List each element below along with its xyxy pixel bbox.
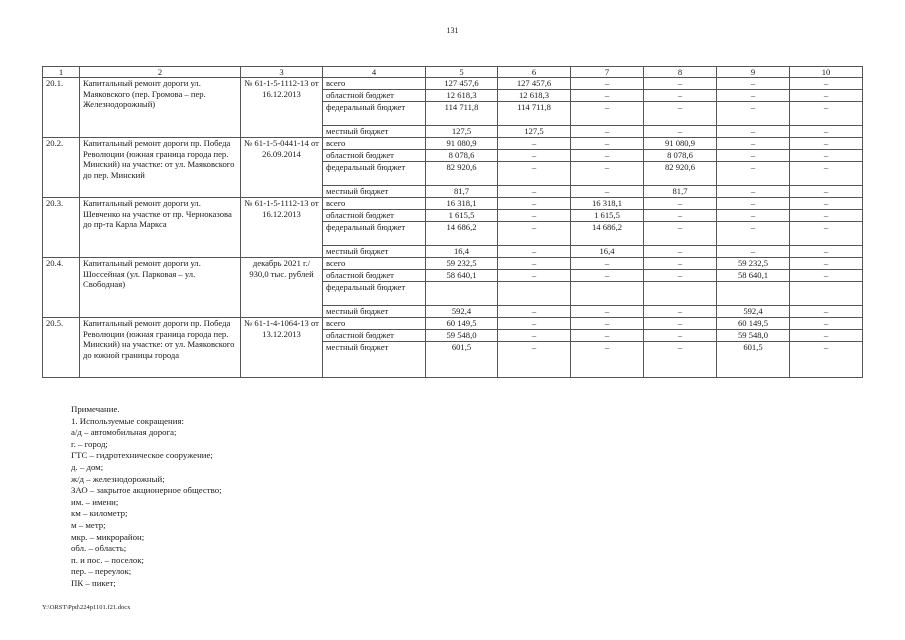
amount-cell: – bbox=[644, 126, 717, 138]
column-number: 2 bbox=[80, 67, 241, 78]
object-name: Капитальный ремонт дороги ул. Маяковского (пер. Громова – пер. Железнодорожный) bbox=[80, 78, 241, 138]
funding-source: местный бюджет bbox=[323, 306, 426, 318]
amount-cell: – bbox=[790, 150, 863, 162]
amount-cell: – bbox=[498, 198, 571, 210]
amount-cell: – bbox=[498, 342, 571, 378]
amount-cell: – bbox=[790, 210, 863, 222]
amount-cell: 16 318,1 bbox=[426, 198, 498, 210]
funding-source: всего bbox=[323, 258, 426, 270]
amount-cell: – bbox=[644, 330, 717, 342]
funding-source: областной бюджет bbox=[323, 150, 426, 162]
amount-cell: 60 149,5 bbox=[717, 318, 790, 330]
note-line: д. – дом; bbox=[71, 461, 104, 472]
amount-cell: – bbox=[571, 90, 644, 102]
document-reference: декабрь 2021 г./ 930,0 тыс. рублей bbox=[241, 258, 323, 318]
funding-source: федеральный бюджет bbox=[323, 162, 426, 186]
amount-cell: 14 686,2 bbox=[571, 222, 644, 246]
funding-source: всего bbox=[323, 138, 426, 150]
column-numbers-row bbox=[43, 67, 863, 78]
amount-cell: – bbox=[571, 78, 644, 90]
note-line: км – километр; bbox=[71, 508, 128, 519]
object-name: Капитальный ремонт дороги ул. Шоссейная (ул. Парковая – ул. Свободная) bbox=[80, 258, 241, 318]
amount-cell: 114 711,8 bbox=[426, 102, 498, 126]
funding-source: федеральный бюджет bbox=[323, 102, 426, 126]
amount-cell: 114 711,8 bbox=[498, 102, 571, 126]
note-line: Примечание. bbox=[71, 404, 120, 414]
funding-source: областной бюджет bbox=[323, 330, 426, 342]
amount-cell: – bbox=[571, 330, 644, 342]
table-row bbox=[43, 198, 863, 210]
amount-cell: – bbox=[790, 330, 863, 342]
funding-source: местный бюджет bbox=[323, 246, 426, 258]
column-number: 1 bbox=[43, 67, 80, 78]
funding-source: всего bbox=[323, 78, 426, 90]
page-number: 131 bbox=[446, 26, 459, 35]
column-number: 10 bbox=[790, 67, 863, 78]
table-body bbox=[43, 67, 863, 378]
column-number: 6 bbox=[498, 67, 571, 78]
column-number: 8 bbox=[644, 67, 717, 78]
amount-cell: – bbox=[790, 342, 863, 378]
note-line: а/д – автомобильная дорога; bbox=[71, 427, 177, 438]
amount-cell: – bbox=[717, 222, 790, 246]
amount-cell: – bbox=[571, 342, 644, 378]
amount-cell: – bbox=[644, 102, 717, 126]
funding-source: федеральный бюджет bbox=[323, 222, 426, 246]
amount-cell: – bbox=[790, 246, 863, 258]
amount-cell: – bbox=[644, 78, 717, 90]
amount-cell bbox=[571, 282, 644, 306]
note-line: обл. – область; bbox=[71, 543, 127, 554]
amount-cell: 82 920,6 bbox=[644, 162, 717, 186]
amount-cell: – bbox=[717, 126, 790, 138]
amount-cell: – bbox=[644, 258, 717, 270]
amount-cell: – bbox=[571, 138, 644, 150]
amount-cell: 60 149,5 bbox=[426, 318, 498, 330]
funding-source: федеральный бюджет bbox=[323, 282, 426, 306]
funding-source: областной бюджет bbox=[323, 270, 426, 282]
amount-cell: – bbox=[790, 126, 863, 138]
amount-cell: 127 457,6 bbox=[426, 78, 498, 90]
item-number: 20.1. bbox=[43, 78, 80, 138]
item-number: 20.4. bbox=[43, 258, 80, 318]
amount-cell bbox=[717, 282, 790, 306]
amount-cell: 16,4 bbox=[426, 246, 498, 258]
amount-cell: 14 686,2 bbox=[426, 222, 498, 246]
amount-cell: – bbox=[790, 90, 863, 102]
note-line: м – метр; bbox=[71, 519, 106, 530]
note-line: г. – город; bbox=[71, 438, 108, 449]
amount-cell: 8 078,6 bbox=[426, 150, 498, 162]
amount-cell: 81,7 bbox=[644, 186, 717, 198]
amount-cell: 1 615,5 bbox=[571, 210, 644, 222]
file-path-footer: Y:\ORST\Ppd\224p1101.f21.docx bbox=[42, 604, 131, 611]
amount-cell: – bbox=[790, 318, 863, 330]
amount-cell: – bbox=[717, 186, 790, 198]
amount-cell: – bbox=[498, 138, 571, 150]
amount-cell: 59 232,5 bbox=[426, 258, 498, 270]
amount-cell: 59 232,5 bbox=[717, 258, 790, 270]
column-number: 5 bbox=[426, 67, 498, 78]
amount-cell: – bbox=[717, 210, 790, 222]
note-line: пер. – переулок; bbox=[71, 566, 132, 577]
amount-cell: – bbox=[717, 138, 790, 150]
column-number: 7 bbox=[571, 67, 644, 78]
amount-cell: – bbox=[498, 258, 571, 270]
amount-cell: – bbox=[644, 318, 717, 330]
amount-cell bbox=[790, 282, 863, 306]
amount-cell: – bbox=[571, 126, 644, 138]
funding-source: всего bbox=[323, 318, 426, 330]
amount-cell: – bbox=[644, 270, 717, 282]
item-number: 20.2. bbox=[43, 138, 80, 198]
program-table bbox=[42, 66, 863, 378]
funding-source: областной бюджет bbox=[323, 90, 426, 102]
note-line: п. и пос. – поселок; bbox=[71, 554, 144, 565]
amount-cell: – bbox=[498, 186, 571, 198]
amount-cell: – bbox=[717, 198, 790, 210]
amount-cell: 59 548,0 bbox=[426, 330, 498, 342]
amount-cell bbox=[644, 282, 717, 306]
amount-cell: – bbox=[644, 210, 717, 222]
column-number: 9 bbox=[717, 67, 790, 78]
object-name: Капитальный ремонт дороги ул. Шевченко на участке от пр. Черноказова до пр-та Карла Маркса bbox=[80, 198, 241, 258]
amount-cell: – bbox=[644, 306, 717, 318]
amount-cell: – bbox=[498, 270, 571, 282]
column-number: 3 bbox=[241, 67, 323, 78]
funding-source: местный бюджет bbox=[323, 126, 426, 138]
amount-cell: 12 618,3 bbox=[498, 90, 571, 102]
document-reference: № 61-1-4-1064-13 от 13.12.2013 bbox=[241, 318, 323, 378]
amount-cell bbox=[498, 282, 571, 306]
amount-cell: – bbox=[498, 150, 571, 162]
amount-cell: – bbox=[717, 90, 790, 102]
item-number: 20.5. bbox=[43, 318, 80, 378]
amount-cell: 81,7 bbox=[426, 186, 498, 198]
column-number: 4 bbox=[323, 67, 426, 78]
funding-source: всего bbox=[323, 198, 426, 210]
amount-cell: 16,4 bbox=[571, 246, 644, 258]
amount-cell: – bbox=[571, 306, 644, 318]
amount-cell: 1 615,5 bbox=[426, 210, 498, 222]
note-line: им. – имени; bbox=[71, 496, 119, 507]
funding-source: местный бюджет bbox=[323, 186, 426, 198]
document-reference: № 61-1-5-1112-13 от 16.12.2013 bbox=[241, 198, 323, 258]
amount-cell: – bbox=[717, 246, 790, 258]
note-line: мкр. – микрорайон; bbox=[71, 531, 145, 542]
amount-cell: 91 080,9 bbox=[644, 138, 717, 150]
amount-cell: – bbox=[790, 102, 863, 126]
amount-cell: – bbox=[571, 162, 644, 186]
amount-cell: – bbox=[790, 270, 863, 282]
note-line: ЗАО – закрытое акционерное общество; bbox=[71, 485, 222, 496]
document-reference: № 61-1-5-1112-13 от 16.12.2013 bbox=[241, 78, 323, 138]
amount-cell: – bbox=[717, 162, 790, 186]
table-row bbox=[43, 318, 863, 330]
amount-cell: – bbox=[790, 78, 863, 90]
document-reference: № 61-1-5-0441-14 от 26.09.2014 bbox=[241, 138, 323, 198]
table-row bbox=[43, 258, 863, 270]
notes-block bbox=[71, 404, 222, 590]
amount-cell: – bbox=[644, 342, 717, 378]
amount-cell: – bbox=[571, 186, 644, 198]
amount-cell: – bbox=[790, 186, 863, 198]
amount-cell: – bbox=[571, 102, 644, 126]
amount-cell: – bbox=[644, 222, 717, 246]
amount-cell: – bbox=[644, 90, 717, 102]
note-line: ПК – пикет; bbox=[71, 577, 116, 588]
amount-cell: – bbox=[571, 270, 644, 282]
table-row bbox=[43, 78, 863, 90]
amount-cell: – bbox=[571, 150, 644, 162]
table-row bbox=[43, 138, 863, 150]
amount-cell: 8 078,6 bbox=[644, 150, 717, 162]
amount-cell: – bbox=[790, 258, 863, 270]
amount-cell: – bbox=[571, 318, 644, 330]
funding-source: местный бюджет bbox=[323, 342, 426, 378]
amount-cell: – bbox=[644, 246, 717, 258]
object-name: Капитальный ремонт дороги пр. Победа Революции (южная граница города пер. Минский) на участке: от ул. Маяковского до южной границы города bbox=[80, 318, 241, 378]
amount-cell: 16 318,1 bbox=[571, 198, 644, 210]
note-line: 1. Используемые сокращения: bbox=[71, 415, 184, 426]
amount-cell: – bbox=[498, 318, 571, 330]
amount-cell: – bbox=[717, 150, 790, 162]
amount-cell: – bbox=[717, 102, 790, 126]
amount-cell: 91 080,9 bbox=[426, 138, 498, 150]
item-number: 20.3. bbox=[43, 198, 80, 258]
amount-cell: – bbox=[790, 198, 863, 210]
note-line: ж/д – железнодорожный; bbox=[71, 473, 165, 484]
amount-cell: 592,4 bbox=[717, 306, 790, 318]
amount-cell: 127,5 bbox=[498, 126, 571, 138]
note-line: ГТС – гидротехническое сооружение; bbox=[71, 450, 213, 461]
amount-cell: 127 457,6 bbox=[498, 78, 571, 90]
amount-cell bbox=[426, 282, 498, 306]
amount-cell: – bbox=[790, 162, 863, 186]
amount-cell: 82 920,6 bbox=[426, 162, 498, 186]
amount-cell: – bbox=[498, 330, 571, 342]
amount-cell: 601,5 bbox=[426, 342, 498, 378]
amount-cell: 127,5 bbox=[426, 126, 498, 138]
amount-cell: – bbox=[717, 78, 790, 90]
amount-cell: 12 618,3 bbox=[426, 90, 498, 102]
amount-cell: – bbox=[790, 306, 863, 318]
amount-cell: – bbox=[790, 138, 863, 150]
amount-cell: – bbox=[498, 222, 571, 246]
amount-cell: 58 640,1 bbox=[717, 270, 790, 282]
amount-cell: – bbox=[498, 162, 571, 186]
amount-cell: 592,4 bbox=[426, 306, 498, 318]
amount-cell: – bbox=[790, 222, 863, 246]
amount-cell: – bbox=[498, 210, 571, 222]
amount-cell: 601,5 bbox=[717, 342, 790, 378]
amount-cell: 58 640,1 bbox=[426, 270, 498, 282]
amount-cell: – bbox=[498, 246, 571, 258]
amount-cell: – bbox=[644, 198, 717, 210]
funding-source: областной бюджет bbox=[323, 210, 426, 222]
amount-cell: – bbox=[498, 306, 571, 318]
amount-cell: – bbox=[571, 258, 644, 270]
object-name: Капитальный ремонт дороги пр. Победа Революции (южная граница города пер. Минский) на участке: от ул. Маяковского до пер. Минский bbox=[80, 138, 241, 198]
amount-cell: 59 548,0 bbox=[717, 330, 790, 342]
